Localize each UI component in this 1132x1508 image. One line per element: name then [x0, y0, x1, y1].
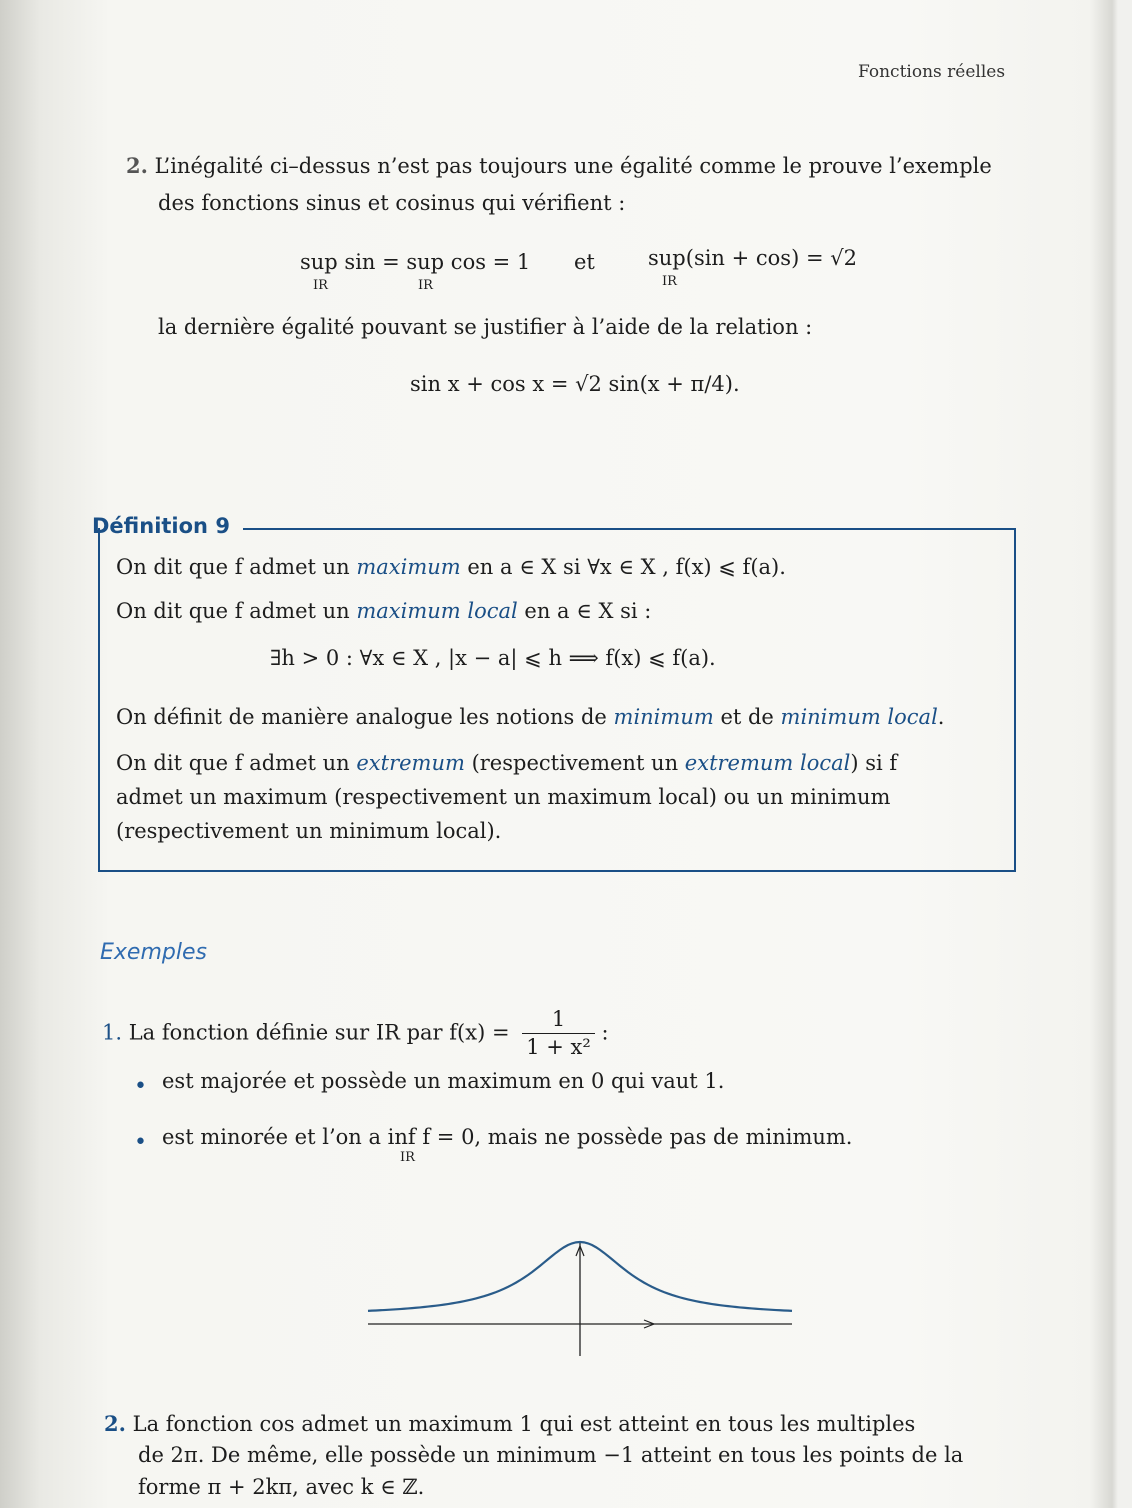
- example-1-text: La fonction définie sur IR par f(x) =: [128, 1020, 510, 1045]
- definition-text: On dit que f admet un: [116, 751, 357, 775]
- term-extremum: extremum: [356, 751, 465, 775]
- definition-line-4: [116, 704, 944, 731]
- remark-line-1: L’inégalité ci–dessus n’est pas toujours une égalité comme le prouve l’exemple: [154, 154, 992, 178]
- term-maximum: maximum: [356, 555, 461, 579]
- example-1-colon: :: [601, 1020, 609, 1045]
- bullet-dot-icon: •: [134, 1074, 147, 1099]
- term-minimum-local: minimum local: [780, 705, 938, 729]
- function-graph: [360, 1228, 800, 1358]
- fraction-denominator: 1 + x²: [526, 1035, 591, 1060]
- examples-title: Exemples: [100, 940, 207, 965]
- fraction-numerator: 1: [522, 1006, 595, 1034]
- equation-sup-sum-subscript: IR: [662, 274, 677, 289]
- equation-sup-subscript-1: IR: [313, 278, 328, 293]
- example-2-number: 2.: [104, 1411, 126, 1436]
- definition-text: ) si f: [850, 751, 898, 775]
- definition-text: On dit que f admet un: [116, 555, 357, 579]
- definition-line-2: [116, 598, 651, 625]
- definition-text: en a ∈ X si ∀x ∈ X , f(x) ⩽ f(a).: [460, 555, 786, 579]
- definition-formula: ∃h > 0 : ∀x ∈ X , |x − a| ⩽ h ⟹ f(x) ⩽ f(a).: [270, 646, 716, 670]
- definition-line-1: [116, 554, 786, 581]
- example-2-line-1: [104, 1410, 915, 1438]
- example-1-statement: [102, 1006, 609, 1062]
- definition-text: en a ∈ X si :: [517, 599, 652, 623]
- bullet-dot-icon: •: [134, 1130, 147, 1155]
- definition-text: On dit que f admet un: [116, 599, 357, 623]
- equation-et: et: [574, 250, 595, 274]
- remark-line-3: la dernière égalité pouvant se justifier à l’aide de la relation :: [158, 315, 813, 339]
- term-extremum-local: extremum local: [684, 751, 851, 775]
- term-minimum: minimum: [613, 705, 714, 729]
- equation-sup-sum: sup(sin + cos) = √2: [648, 246, 857, 270]
- term-maximum-local: maximum local: [356, 599, 518, 623]
- definition-text: et de: [713, 705, 781, 729]
- example-2-line-3: forme π + 2kπ, avec k ∈ ℤ.: [138, 1475, 425, 1499]
- equation-sin-plus-cos: sin x + cos x = √2 sin(x + π/4).: [410, 372, 740, 396]
- definition-text: (respectivement un: [464, 751, 685, 775]
- running-header: Fonctions réelles: [858, 62, 1006, 82]
- example-1-number: 1.: [102, 1020, 123, 1045]
- definition-text: .: [937, 705, 945, 729]
- equation-sup-subscript-2: IR: [418, 278, 433, 293]
- definition-title: Définition 9: [92, 514, 230, 538]
- definition-text: On définit de manière analogue les notions de: [116, 705, 614, 729]
- equation-sup-sin-cos: sup sin = sup cos = 1: [300, 250, 531, 274]
- definition-line-5: [116, 750, 897, 777]
- example-2-line-2: de 2π. De même, elle possède un minimum −1 atteint en tous les points de la: [138, 1443, 964, 1467]
- example-1-bullet-2: est minorée et l’on a inf f = 0, mais ne possède pas de minimum.: [162, 1125, 853, 1149]
- example-2-text: La fonction cos admet un maximum 1 qui est atteint en tous les multiples: [132, 1412, 916, 1436]
- definition-line-7: (respectivement un minimum local).: [116, 819, 502, 843]
- definition-line-6: admet un maximum (respectivement un maximum local) ou un minimum: [116, 785, 891, 809]
- remark-number: 2.: [126, 153, 148, 178]
- remark-line-2: des fonctions sinus et cosinus qui vérifient :: [158, 191, 626, 215]
- inf-subscript: IR: [400, 1150, 415, 1165]
- example-1-fraction: [522, 1006, 595, 1062]
- remark-paragraph: [126, 152, 1016, 180]
- example-1-bullet-1: est majorée et possède un maximum en 0 qui vaut 1.: [162, 1069, 725, 1093]
